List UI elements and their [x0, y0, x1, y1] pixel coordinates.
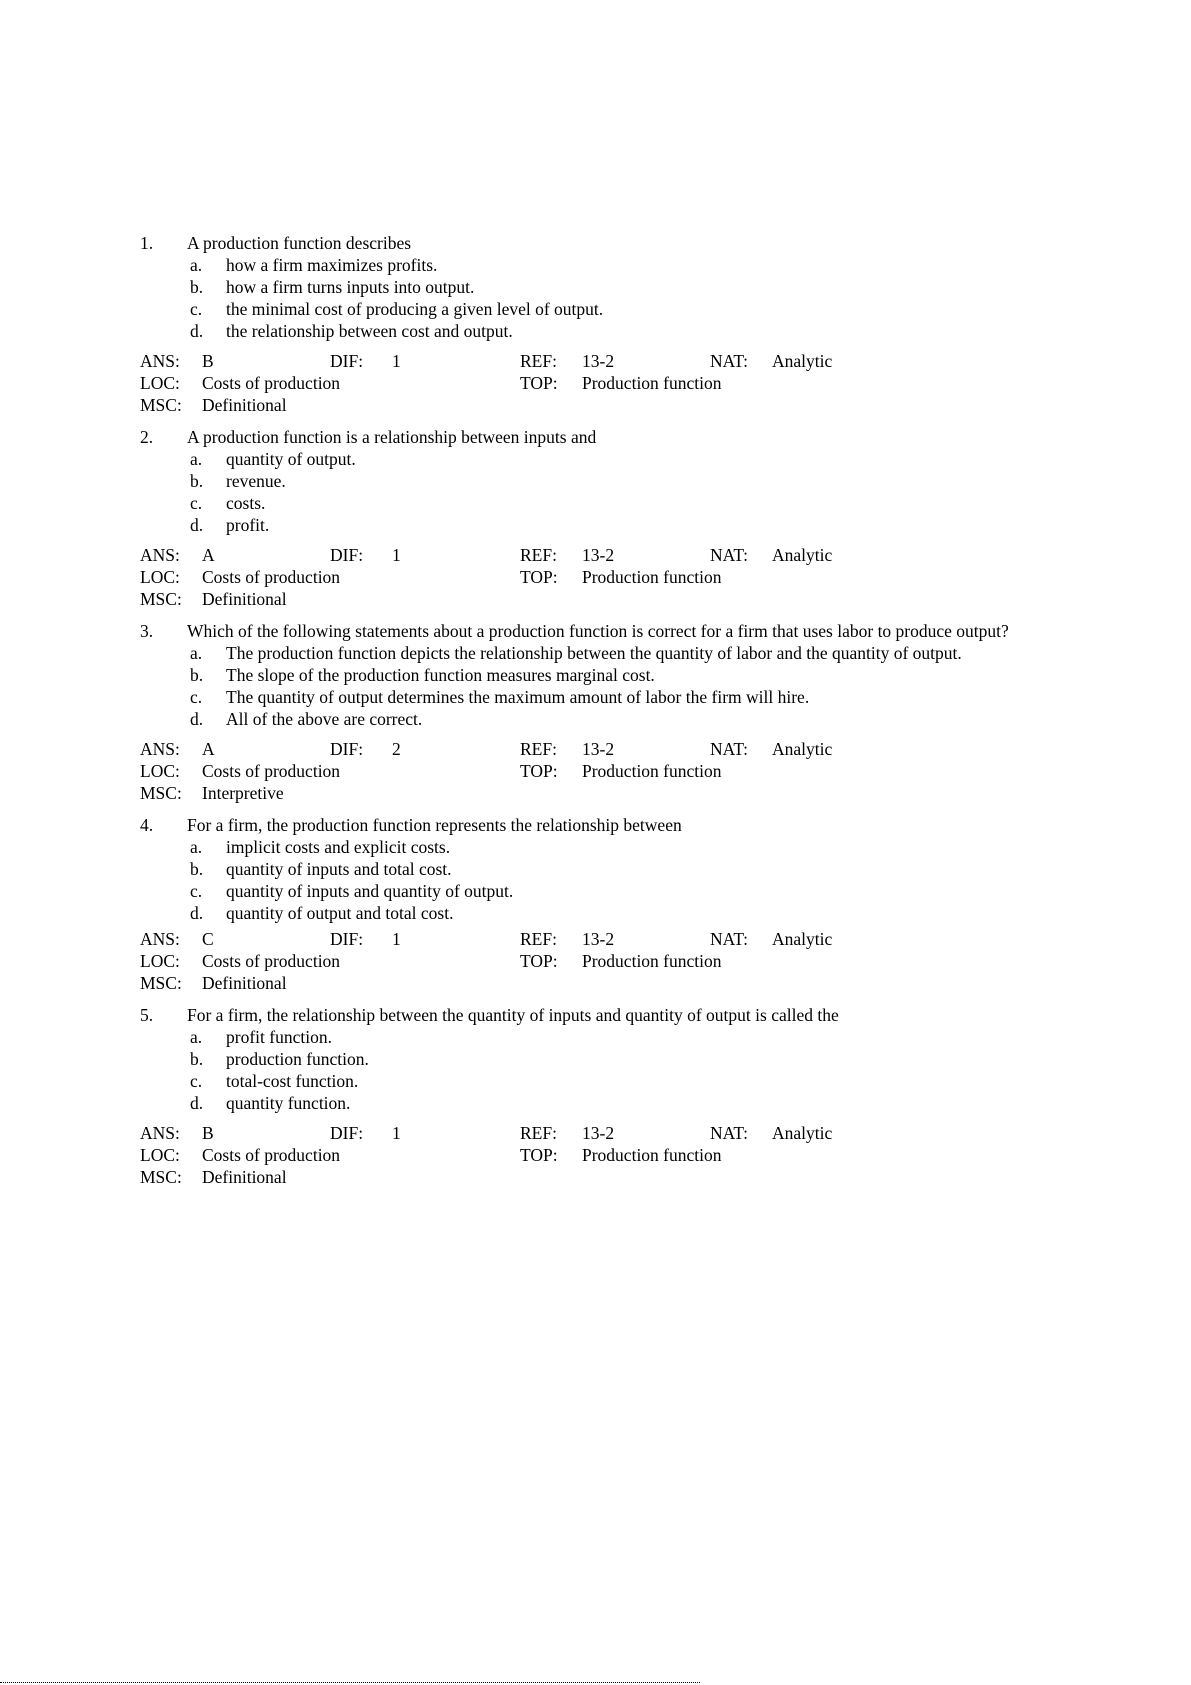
question-stem [140, 1004, 1100, 1026]
dif-value: 1 [392, 1123, 401, 1143]
loc-meta-row [140, 760, 1100, 782]
loc-label: LOC: [140, 1145, 180, 1165]
choice-b [140, 858, 1100, 880]
choice-list [140, 254, 1100, 342]
msc-meta-row [140, 972, 1100, 994]
ref-label: REF: [520, 351, 557, 371]
msc-label: MSC: [140, 783, 182, 803]
question-number: 2. [140, 427, 154, 447]
choice-text: profit function. [226, 1027, 332, 1047]
top-label: TOP: [520, 567, 558, 587]
dif-label: DIF: [330, 1123, 364, 1143]
choice-b [140, 664, 1100, 686]
nat-label: NAT: [710, 739, 749, 759]
choice-text: The production function depicts the relationship between the quantity of labor and the quantity of output. [226, 643, 962, 663]
choice-letter: b. [190, 859, 204, 879]
ref-label: REF: [520, 545, 557, 565]
choice-list [140, 642, 1100, 730]
choice-a [140, 642, 1100, 664]
top-value: Production function [582, 951, 722, 971]
choice-text: implicit costs and explicit costs. [226, 837, 451, 857]
nat-value: Analytic [772, 1123, 833, 1143]
ans-label: ANS: [140, 929, 180, 949]
ans-value: B [202, 351, 214, 371]
loc-label: LOC: [140, 951, 180, 971]
msc-value: Definitional [202, 395, 287, 415]
question-stem [140, 814, 1100, 836]
ans-value: B [202, 1123, 214, 1143]
loc-label: LOC: [140, 761, 180, 781]
question-stem [140, 426, 1100, 448]
question-3 [140, 620, 1100, 804]
top-label: TOP: [520, 373, 558, 393]
choice-d [140, 902, 1100, 924]
loc-value: Costs of production [202, 567, 341, 587]
ans-value: A [202, 739, 215, 759]
ref-value: 13-2 [582, 545, 615, 565]
question-text: Which of the following statements about a production function is correct for a firm that uses labor to produce output? [187, 621, 1009, 641]
choice-text: The slope of the production function measures marginal cost. [226, 665, 655, 685]
choice-d [140, 320, 1100, 342]
nat-label: NAT: [710, 351, 749, 371]
nat-value: Analytic [772, 351, 833, 371]
question-stem [140, 232, 1100, 254]
msc-meta-row [140, 394, 1100, 416]
ans-value: C [202, 929, 214, 949]
loc-value: Costs of production [202, 761, 341, 781]
choice-text: how a firm turns inputs into output. [226, 277, 475, 297]
question-5 [140, 1004, 1100, 1188]
question-text: For a firm, the production function represents the relationship between [187, 815, 682, 835]
ref-value: 13-2 [582, 351, 615, 371]
choice-letter: d. [190, 903, 204, 923]
nat-value: Analytic [772, 929, 833, 949]
choice-list [140, 836, 1100, 924]
choice-list [140, 448, 1100, 536]
dif-label: DIF: [330, 929, 364, 949]
choice-list [140, 1026, 1100, 1114]
choice-text: quantity of output. [226, 449, 356, 469]
choice-letter: c. [190, 299, 203, 319]
question-document [140, 232, 1100, 1188]
loc-meta-row [140, 372, 1100, 394]
choice-text: the relationship between cost and output. [226, 321, 513, 341]
dif-value: 2 [392, 739, 401, 759]
ans-label: ANS: [140, 1123, 180, 1143]
choice-c [140, 686, 1100, 708]
top-value: Production function [582, 1145, 722, 1165]
question-number: 1. [140, 233, 154, 253]
answer-meta-row [140, 544, 1100, 566]
msc-value: Definitional [202, 973, 287, 993]
choice-text: revenue. [226, 471, 286, 491]
ans-label: ANS: [140, 739, 180, 759]
dif-label: DIF: [330, 351, 364, 371]
nat-label: NAT: [710, 929, 749, 949]
msc-label: MSC: [140, 973, 182, 993]
msc-meta-row [140, 1166, 1100, 1188]
ref-value: 13-2 [582, 929, 615, 949]
choice-letter: a. [190, 1027, 203, 1047]
choice-letter: b. [190, 1049, 204, 1069]
choice-text: production function. [226, 1049, 369, 1069]
loc-value: Costs of production [202, 951, 341, 971]
loc-value: Costs of production [202, 373, 341, 393]
question-number: 3. [140, 621, 154, 641]
answer-meta-row [140, 928, 1100, 950]
loc-meta-row [140, 950, 1100, 972]
choice-letter: d. [190, 321, 204, 341]
answer-meta-row [140, 738, 1100, 760]
choice-letter: a. [190, 643, 203, 663]
top-label: TOP: [520, 1145, 558, 1165]
choice-text: costs. [226, 493, 266, 513]
choice-letter: a. [190, 449, 203, 469]
msc-meta-row [140, 588, 1100, 610]
dif-label: DIF: [330, 545, 364, 565]
ref-value: 13-2 [582, 1123, 615, 1143]
question-number: 4. [140, 815, 154, 835]
top-label: TOP: [520, 761, 558, 781]
top-value: Production function [582, 373, 722, 393]
choice-a [140, 1026, 1100, 1048]
question-1 [140, 232, 1100, 416]
question-2 [140, 426, 1100, 610]
dif-value: 1 [392, 545, 401, 565]
choice-letter: b. [190, 277, 204, 297]
choice-letter: c. [190, 1071, 203, 1091]
ref-value: 13-2 [582, 739, 615, 759]
choice-c [140, 1070, 1100, 1092]
choice-a [140, 836, 1100, 858]
question-4 [140, 814, 1100, 994]
nat-value: Analytic [772, 545, 833, 565]
msc-value: Definitional [202, 589, 287, 609]
choice-text: All of the above are correct. [226, 709, 423, 729]
choice-text: quantity of inputs and total cost. [226, 859, 452, 879]
question-number: 5. [140, 1005, 154, 1025]
dif-value: 1 [392, 929, 401, 949]
loc-value: Costs of production [202, 1145, 341, 1165]
choice-a [140, 254, 1100, 276]
choice-c [140, 880, 1100, 902]
choice-letter: b. [190, 665, 204, 685]
top-label: TOP: [520, 951, 558, 971]
ref-label: REF: [520, 929, 557, 949]
choice-letter: c. [190, 687, 203, 707]
dif-value: 1 [392, 351, 401, 371]
choice-letter: d. [190, 709, 204, 729]
choice-letter: a. [190, 837, 203, 857]
choice-text: total-cost function. [226, 1071, 359, 1091]
choice-text: the minimal cost of producing a given level of output. [226, 299, 604, 319]
choice-d [140, 1092, 1100, 1114]
ans-label: ANS: [140, 545, 180, 565]
choice-letter: c. [190, 493, 203, 513]
msc-label: MSC: [140, 395, 182, 415]
choice-a [140, 448, 1100, 470]
msc-value: Definitional [202, 1167, 287, 1187]
question-text: A production function is a relationship between inputs and [187, 427, 597, 447]
choice-text: quantity of output and total cost. [226, 903, 454, 923]
choice-text: The quantity of output determines the maximum amount of labor the firm will hire. [226, 687, 810, 707]
choice-text: quantity function. [226, 1093, 351, 1113]
choice-letter: d. [190, 515, 204, 535]
top-value: Production function [582, 761, 722, 781]
choice-c [140, 492, 1100, 514]
answer-meta-row [140, 1122, 1100, 1144]
choice-d [140, 708, 1100, 730]
choice-b [140, 276, 1100, 298]
loc-label: LOC: [140, 567, 180, 587]
loc-label: LOC: [140, 373, 180, 393]
msc-meta-row [140, 782, 1100, 804]
dif-label: DIF: [330, 739, 364, 759]
question-text: For a firm, the relationship between the quantity of inputs and quantity of output is called the [187, 1005, 839, 1025]
choice-letter: b. [190, 471, 204, 491]
msc-label: MSC: [140, 589, 182, 609]
choice-b [140, 1048, 1100, 1070]
choice-text: profit. [226, 515, 270, 535]
choice-text: quantity of inputs and quantity of output. [226, 881, 514, 901]
loc-meta-row [140, 566, 1100, 588]
ref-label: REF: [520, 739, 557, 759]
question-text: A production function describes [187, 233, 412, 253]
choice-text: how a firm maximizes profits. [226, 255, 438, 275]
page-bottom-rule [0, 1682, 700, 1684]
ref-label: REF: [520, 1123, 557, 1143]
choice-letter: c. [190, 881, 203, 901]
ans-label: ANS: [140, 351, 180, 371]
loc-meta-row [140, 1144, 1100, 1166]
nat-value: Analytic [772, 739, 833, 759]
msc-label: MSC: [140, 1167, 182, 1187]
nat-label: NAT: [710, 545, 749, 565]
choice-letter: d. [190, 1093, 204, 1113]
choice-c [140, 298, 1100, 320]
ans-value: A [202, 545, 215, 565]
choice-b [140, 470, 1100, 492]
question-stem [140, 620, 1100, 642]
choice-letter: a. [190, 255, 203, 275]
choice-d [140, 514, 1100, 536]
answer-meta-row [140, 350, 1100, 372]
top-value: Production function [582, 567, 722, 587]
msc-value: Interpretive [202, 783, 284, 803]
nat-label: NAT: [710, 1123, 749, 1143]
